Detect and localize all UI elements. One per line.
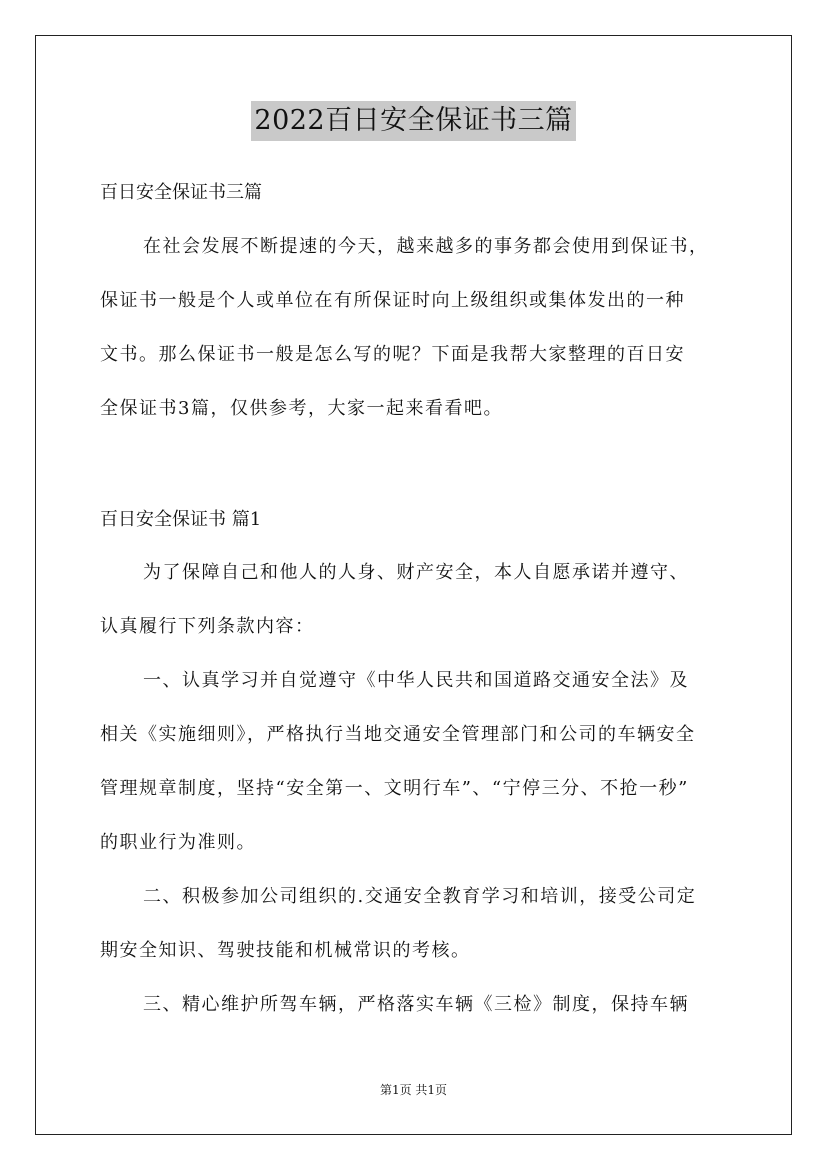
body-line: 二、积极参加公司组织的.交通安全教育学习和培训，接受公司定 [143,886,697,907]
intro-line: 文书。那么保证书一般是怎么写的呢？下面是我帮大家整理的百日安 [100,344,685,365]
intro-line: 全保证书3篇，仅供参考，大家一起来看看吧。 [100,398,503,419]
body-line: 认真履行下列条款内容： [100,616,315,637]
body-line: 的职业行为准则。 [100,832,256,853]
page-footer: 第1页 共1页 [379,1083,448,1097]
intro-line: 在社会发展不断提速的今天，越来越多的事务都会使用到保证书， [143,236,709,257]
body-line: 相关《实施细则》，严格执行当地交通安全管理部门和公司的车辆安全 [100,724,696,745]
body-line: 管理规章制度，坚持“安全第一、文明行车”、“宁停三分、不抢一秒” [100,778,689,799]
body-line: 期安全知识、驾驶技能和机械常识的考核。 [100,940,471,961]
body-line: 为了保障自己和他人的人身、财产安全，本人自愿承诺并遵守、 [143,562,689,583]
document-title: 2022百日安全保证书三篇 [251,101,575,141]
body-line: 一、认真学习并自觉遵守《中华人民共和国道路交通安全法》及 [143,670,689,691]
intro-line: 保证书一般是个人或单位在有所保证时向上级组织或集体发出的一种 [100,290,685,311]
section-heading: 百日安全保证书 篇1 [100,509,262,530]
body-line: 三、精心维护所驾车辆，严格落实车辆《三检》制度，保持车辆 [143,994,689,1015]
title-container [0,101,827,141]
subtitle: 百日安全保证书三篇 [100,182,262,203]
